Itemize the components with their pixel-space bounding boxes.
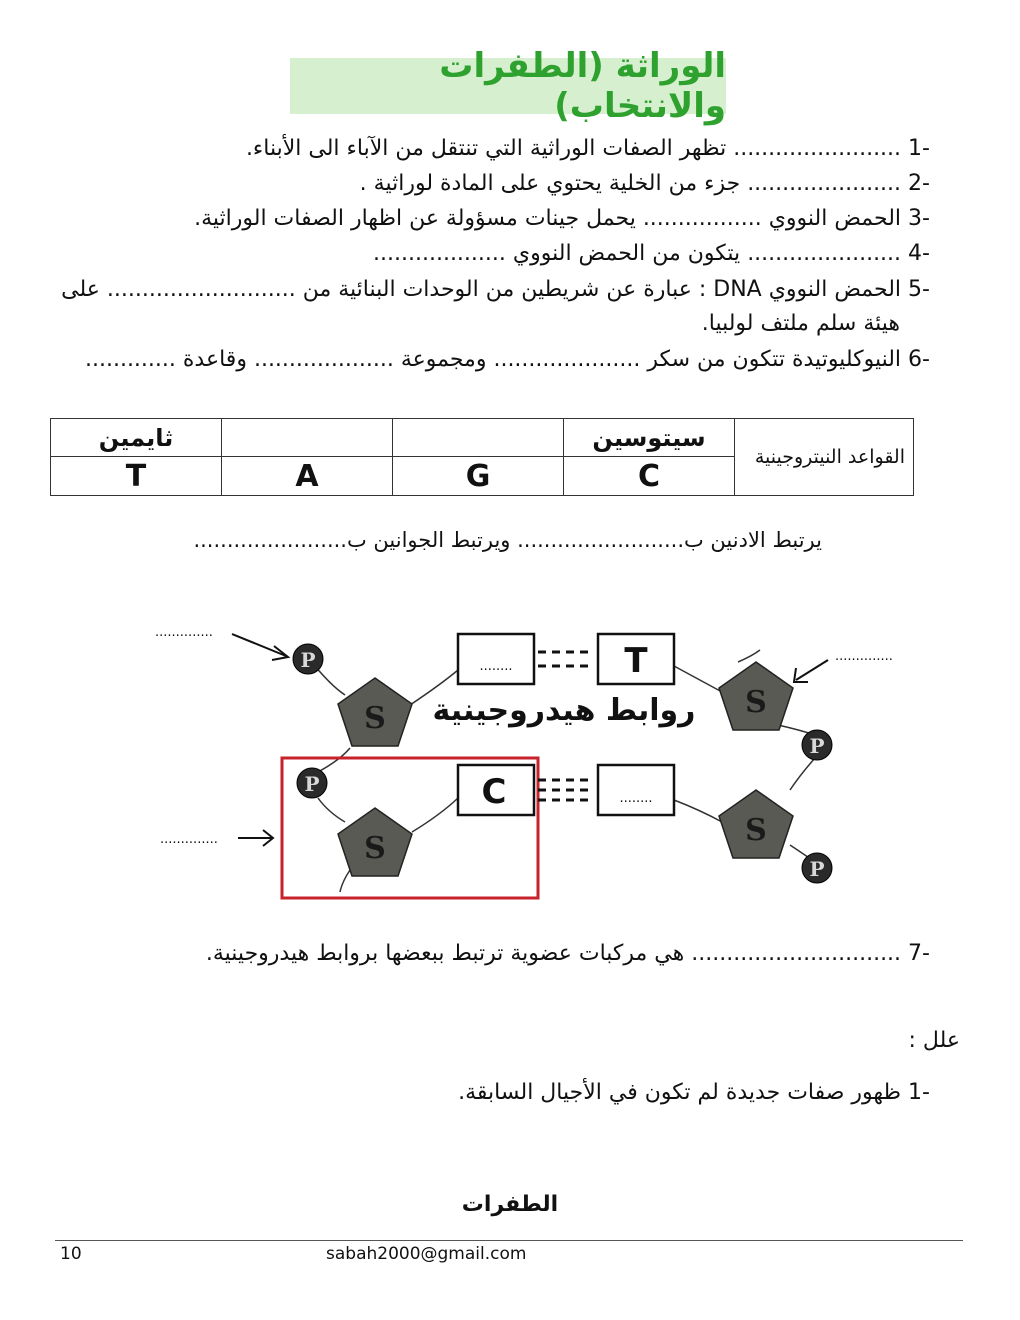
question-blank: ............. xyxy=(84,347,176,372)
base-box-letter: C xyxy=(481,772,507,812)
question-number: -6 xyxy=(908,347,930,372)
explain-item-1: -1 ظهور صفات جديدة لم تكون في الأجيال السابقة. xyxy=(458,1080,930,1105)
explain-heading: علل : xyxy=(908,1028,960,1053)
question-text: هي مركبات عضوية ترتبط ببعضها بروابط هيدروجينية. xyxy=(205,941,685,966)
dna-diagram xyxy=(0,600,1020,910)
base-name-thymine: ثايمين xyxy=(51,419,222,457)
question-text: النيوكليوتيدة تتكون من سكر xyxy=(647,347,902,372)
question-mid: وقاعدة xyxy=(182,347,247,372)
question-blank: ...................... xyxy=(747,171,902,196)
base-name-blank xyxy=(393,419,564,457)
footer-email: sabah2000@gmail.com xyxy=(326,1244,527,1264)
backbone-line xyxy=(412,798,458,832)
question-4 xyxy=(373,241,930,266)
base-box-letter: T xyxy=(624,641,648,681)
question-number: -1 xyxy=(908,136,930,161)
backbone-line xyxy=(738,650,760,662)
question-number: -7 xyxy=(908,941,930,966)
base-letter: C xyxy=(564,457,735,496)
question-text: تظهر الصفات الوراثية التي تنتقل من الآباء الى الأبناء. xyxy=(245,136,727,161)
question-blank: ................. xyxy=(642,206,762,231)
question-5 xyxy=(61,277,930,302)
sugar-label: S xyxy=(364,701,386,736)
question-blank: .............................. xyxy=(691,941,902,966)
question-text: الحمض النووي DNA : عبارة عن شريطين من الوحدات البنائية من xyxy=(302,277,902,302)
phosphate-label: P xyxy=(300,648,316,672)
pairing-question: يرتبط الادنين ب......................... ويرتبط الجوانين ب....................... xyxy=(193,528,822,552)
page-title: الوراثة (الطفرات والانتخاب) xyxy=(439,46,726,126)
question-number: -3 xyxy=(908,206,930,231)
backbone-line xyxy=(318,798,345,822)
question-3 xyxy=(194,206,930,231)
diagram-blank-label: .............. xyxy=(160,832,218,847)
question-tail: ................... xyxy=(373,241,506,266)
question-number: -2 xyxy=(908,171,930,196)
nitrogen-bases-table xyxy=(50,418,914,496)
question-tail: على xyxy=(61,277,100,302)
sugar-label: S xyxy=(745,685,767,720)
backbone-line xyxy=(790,758,815,790)
diagram-blank-label: .............. xyxy=(155,625,213,640)
question-mid: ومجموعة xyxy=(400,347,487,372)
phosphate-label: P xyxy=(809,857,825,881)
question-1 xyxy=(246,136,930,161)
question-prefix: الحمض النووي xyxy=(768,206,902,231)
base-letter: A xyxy=(222,457,393,496)
question-2 xyxy=(360,171,930,196)
question-number: -4 xyxy=(908,241,930,266)
backbone-line xyxy=(340,870,350,892)
footer-divider xyxy=(55,1240,963,1241)
section-title-mutations: الطفرات xyxy=(461,1192,559,1217)
sugar-label: S xyxy=(364,831,386,866)
sugar-label: S xyxy=(745,813,767,848)
question-7 xyxy=(206,941,930,966)
question-text: جزء من الخلية يحتوي على المادة لوراثية . xyxy=(359,171,741,196)
question-blank: ........................... xyxy=(106,277,296,302)
diagram-blank-label: .............. xyxy=(835,649,893,664)
base-letter: G xyxy=(393,457,564,496)
base-box-blank xyxy=(598,765,674,815)
question-text: يحمل جينات مسؤولة عن اظهار الصفات الوراثية. xyxy=(194,206,636,231)
question-blank: ..................... xyxy=(493,347,641,372)
base-box-dots: ........ xyxy=(479,659,513,674)
question-5-line2: هيئة سلم ملتف لولبيا. xyxy=(701,311,900,336)
backbone-line xyxy=(318,748,350,772)
backbone-line xyxy=(674,800,722,822)
hydrogen-bonds-label: روابط هيدروجينية xyxy=(432,693,696,728)
phosphate-label: P xyxy=(304,772,320,796)
base-name-blank xyxy=(222,419,393,457)
arrow-line xyxy=(796,660,828,680)
page-number: 10 xyxy=(60,1244,82,1264)
base-letter: T xyxy=(51,457,222,496)
bases-label: القواعد النيتروجينية xyxy=(735,419,914,496)
question-6 xyxy=(85,347,930,372)
backbone-line xyxy=(674,666,722,692)
base-name-cytosine: سيتوسين xyxy=(564,419,735,457)
question-blank: ........................ xyxy=(733,136,902,161)
arrow-line xyxy=(232,634,286,656)
phosphate-label: P xyxy=(809,734,825,758)
base-box-dots: ........ xyxy=(619,791,653,806)
question-text: يتكون من الحمض النووي xyxy=(512,241,741,266)
question-blank: ...................... xyxy=(747,241,902,266)
question-blank: .................... xyxy=(253,347,394,372)
question-number: -5 xyxy=(908,277,930,302)
